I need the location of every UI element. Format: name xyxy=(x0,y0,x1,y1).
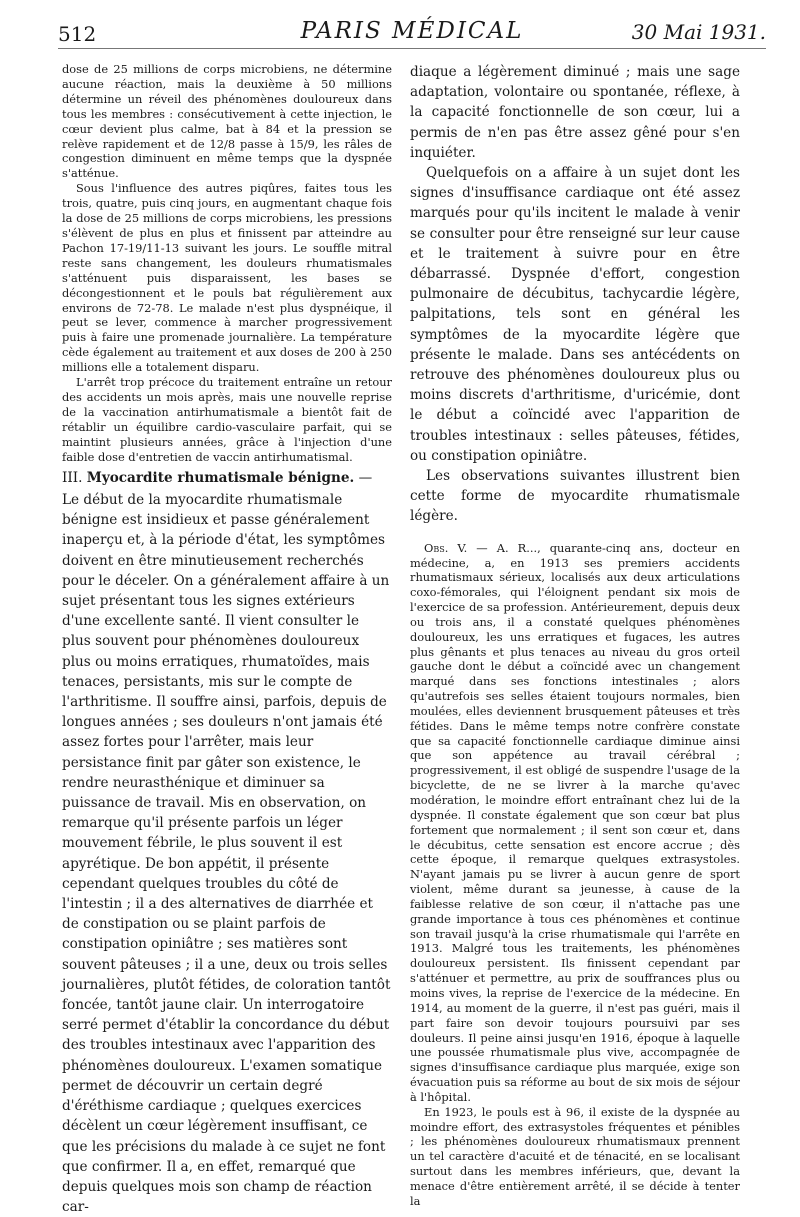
right-body-text xyxy=(410,62,740,527)
observation-paragraph xyxy=(410,541,740,1105)
observation-label: Obs. V. xyxy=(424,540,468,555)
left-column-case-continuation xyxy=(62,62,392,464)
body-paragraph: Les observations suivantes illustrent bien cette forme de myocardite rhumatismale légère. xyxy=(410,468,740,525)
right-column xyxy=(410,62,740,1209)
section-benign-myocarditis xyxy=(62,468,392,1217)
case-paragraph: dose de 25 millions de corps microbiens, ne détermine aucune réaction, mais la deuxième à 50 millions détermine un réveil des phénomènes douloureux dans tous les membres : consécutivement à cette injection, le cœur devient plus calme, bat à 84 et la pression se relève rapidement et de 12/8 passe à 15/9, les râles de congestion diminuent en même temps que la dyspnée s'atténue. xyxy=(62,62,392,181)
body-paragraph: diaque a légèrement diminué ; mais une sage adaptation, volontaire ou spontanée, réflexe, à la capacité fonctionnelle de son cœur, lui a permis de n'en pas être assez gêné pour s'en inquiéter. xyxy=(410,64,740,161)
section-dash: — xyxy=(354,470,373,486)
section-title: Myocardite rhumatismale bénigne. xyxy=(86,470,355,486)
page-number: 512 xyxy=(58,22,97,46)
observation-text: — A. R..., quarante-cinq ans, docteur en médecine, a, en 1913 ses premiers accidents rhumatismaux sérieux, localisés aux deux articulations coxo-fémorales, qui l'éloignent pendant six mois de l'exercice de sa profession. Antérieurement, depuis deux ou trois ans, il a constaté quelques phénomènes douloureux, les uns erratiques et fugaces, les autres plus gênants et plus tenaces au niveau du gros orteil gauche dont le début a coïncidé avec un changement marqué dans ses fonctions intestinales ; alors qu'autrefois ses selles étaient toujours normales, bien moulées, elles deviennent brusquement pâteuses et très fétides. Dans le même temps notre confrère constate que sa capacité fonctionnelle cardiaque diminue ainsi que son appétence au travail cérébral ; progressivement, il est obligé de suspendre l'usage de la bicyclette, de ne se livrer à la marche qu'avec modération, le moindre effort entraînant chez lui de la dyspnée. Il constate également que son cœur bat plus fortement que normalement ; il sent son cœur et, dans le décubitus, cette sensation est encore accrue ; dès cette époque, il remarque quelques extrasystoles. N'ayant jamais pu se livrer à aucun genre de sport violent, même durant sa jeunesse, à cause de la faiblesse relative de son cœur, il n'attache pas une grande importance à tous ces phénomènes et continue son travail jusqu'à la crise rhumatismale qui l'arrête en 1913. Malgré tous les traitements, les phénomènes douloureux persistent. Ils finissent cependant par s'atténuer et permettre, au prix de souffrances plus ou moins vives, la reprise de l'exercice de la médecine. En 1914, au moment de la guerre, il n'est pas guéri, mais il part faire son devoir toujours poursuivi par ses douleurs. Il peine ainsi jusqu'en 1916, époque à laquelle une poussée rhumatismale plus vive, accompagnée de signes d'insuffisance cardiaque plus marquée, exige son évacuation puis sa réforme au bout de six mois de séjour à l'hôpital. xyxy=(410,540,741,1104)
body-paragraph: Quelquefois on a affaire à un sujet dont les signes d'insuffisance cardiaque ont été assez marqués pour qu'ils incitent le malade à venir se consulter pour être renseigné sur leur cause et le traitement à suivre pour en être débarrassé. Dyspnée d'effort, congestion pulmonaire de décubitus, tachycardie légère, palpitations, tels sont en général les symptômes de la myocardite légère que présente le malade. Dans ses antécédents on retrouve des phénomènes douloureux plus ou moins discrets d'arthritisme, d'uricémie, dont le début a coïncidé avec l'apparition de troubles intestinaux : selles pâteuses, fétides, ou constipation opiniâtre. xyxy=(410,165,740,464)
issue-date: 30 Mai 1931. xyxy=(631,20,766,44)
observation-paragraph: En 1923, le pouls est à 96, il existe de la dyspnée au moindre effort, des extrasystoles fréquentes et pénibles ; les phénomènes douloureux rhumatismaux prennent un tel caractère d'acuité et de ténacité, en se localisant surtout dans les membres inférieurs, que, devant la menace d'être entièrement arrêté, il se décide à tenter la xyxy=(410,1104,740,1208)
observation-v xyxy=(410,541,740,1209)
case-paragraph: L'arrêt trop précoce du traitement entraîne un retour des accidents un mois après, mais une nouvelle reprise de la vaccination antirhumatismale a bientôt fait de rétablir un équilibre cardio-vasculaire parfait, qui se maintint plusieurs années, grâce à l'injection d'une faible dose d'entretien de vaccin antirhumatismal. xyxy=(62,375,392,464)
section-body: Le début de la myocardite rhumatismale bénigne est insidieux et passe généralement inaperçu et, à la période d'état, les symptômes doivent en être minutieusement recherchés pour le déceler. On a généralement affaire à un sujet présentant tous les signes extérieurs d'une excellente santé. Il vient consulter le plus souvent pour phénomènes douloureux plus ou moins erratiques, rhumatoïdes, mais tenaces, persistants, mis sur le compte de l'arthritisme. Il souffre ainsi, parfois, depuis de longues années ; ses douleurs n'ont jamais été assez fortes pour l'arrêter, mais leur persistance finit par gâter son existence, le rendre neurasthénique et diminuer sa puissance de travail. Mis en observation, on remarque qu'il présente parfois un léger mouvement fébrile, le plus souvent il est apyrétique. De bon appétit, il présente cependant quelques troubles du côté de l'intestin ; il a des alternatives de diarrhée et de constipation ou se plaint parfois de constipation opiniâtre ; ses matières sont souvent pâteuses ; il a une, deux ou trois selles journalières, plutôt fétides, de coloration tantôt foncée, tantôt jaune clair. Un interrogatoire serré permet d'établir la concordance du début des troubles intestinaux avec l'apparition des phénomènes douloureux. L'examen somatique permet de découvrir un certain degré d'éréthisme cardiaque ; quelques exercices décèlent un cœur légèrement insuffisant, ce que les précisions du malade à ce sujet ne font que confirmer. Il a, en effet, remarqué que depuis quelques mois son champ de réaction car- xyxy=(62,492,391,1216)
section-heading xyxy=(62,468,392,488)
section-number: III. xyxy=(62,470,83,486)
journal-title: PARIS MÉDICAL xyxy=(300,18,524,44)
case-paragraph: Sous l'influence des autres piqûres, faites tous les trois, quatre, puis cinq jours, en augmentant chaque fois la dose de 25 millions de corps microbiens, les pressions s'élèvent de plus en plus et finissent par atteindre au Pachon 17-19/11-13 suivant les jours. Le souffle mitral reste sans changement, les douleurs rhumatismales s'atténuent puis disparaissent, les bases se décongestionnent et le pouls bat régulièrement aux environs de 72-78. Le malade n'est plus dyspnéique, il peut se lever, commence à marcher progressivement puis à faire une promenade journalière. La température cède également au traitement et aux doses de 200 à 250 millions elle a totalement disparu. xyxy=(62,181,392,375)
running-header xyxy=(58,14,766,49)
